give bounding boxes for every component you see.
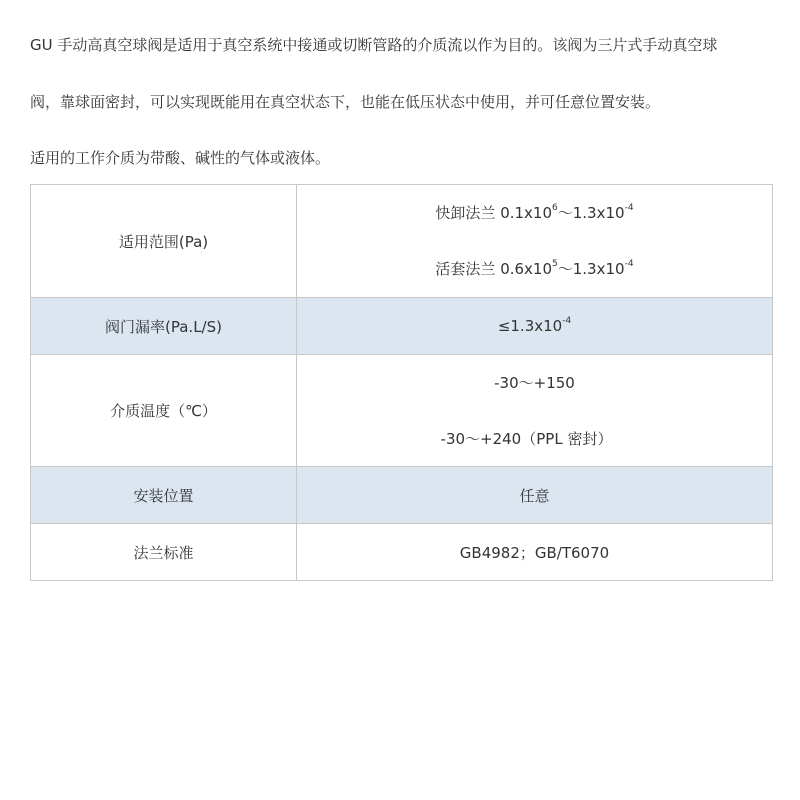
range-sleeve-flange xyxy=(297,259,772,279)
range-quick-exp1: 6 xyxy=(552,203,558,213)
range-sleeve-prefix: 活套法兰 0.6x10 xyxy=(435,260,553,278)
range-quick-flange xyxy=(297,203,772,223)
range-quick-prefix: 快卸法兰 0.1x10 xyxy=(435,204,553,222)
range-label: 适用范围(Pa) xyxy=(31,185,297,298)
table-row-mount xyxy=(31,467,773,524)
range-sleeve-mid: ～1.3x10 xyxy=(557,260,625,278)
range-quick-exp2: -4 xyxy=(624,203,634,213)
range-sleeve-exp1: 5 xyxy=(552,259,558,269)
table-row-standard xyxy=(31,524,773,581)
leak-label: 阀门漏率(Pa.L/S) xyxy=(31,298,297,355)
table-row-leak xyxy=(31,298,773,355)
table-row-temp xyxy=(31,355,773,467)
temp-value xyxy=(297,355,773,467)
range-sleeve-exp2: -4 xyxy=(624,259,634,269)
range-value xyxy=(297,185,773,298)
range-spacer xyxy=(297,223,772,259)
range-quick-mid: ～1.3x10 xyxy=(557,204,625,222)
intro-line-2: 阀，靠球面密封，可以实现既能用在真空状态下，也能在低压状态中使用，并可任意位置安装。 xyxy=(30,93,661,111)
temp-value-1: -30～+150 xyxy=(494,373,575,392)
mount-value: 任意 xyxy=(297,467,773,524)
temp-spacer xyxy=(297,393,772,429)
leak-value-prefix: ≤1.3x10 xyxy=(497,317,563,335)
temp-value-2: -30～+240（PPL 密封） xyxy=(440,429,613,448)
spec-table xyxy=(30,184,773,581)
intro-line-3: 适用的工作介质为带酸、碱性的气体或液体。 xyxy=(30,149,331,167)
table-row-range xyxy=(31,185,773,298)
mount-label: 安装位置 xyxy=(31,467,297,524)
intro-line-1: GU 手动高真空球阀是适用于真空系统中接通或切断管路的介质流以作为目的。该阀为三片式手动真空球 xyxy=(30,36,718,54)
leak-value-exp: -4 xyxy=(562,316,572,326)
standard-label: 法兰标准 xyxy=(31,524,297,581)
temp-label: 介质温度（℃） xyxy=(31,355,297,467)
standard-value: GB4982；GB/T6070 xyxy=(297,524,773,581)
leak-value xyxy=(297,298,773,355)
